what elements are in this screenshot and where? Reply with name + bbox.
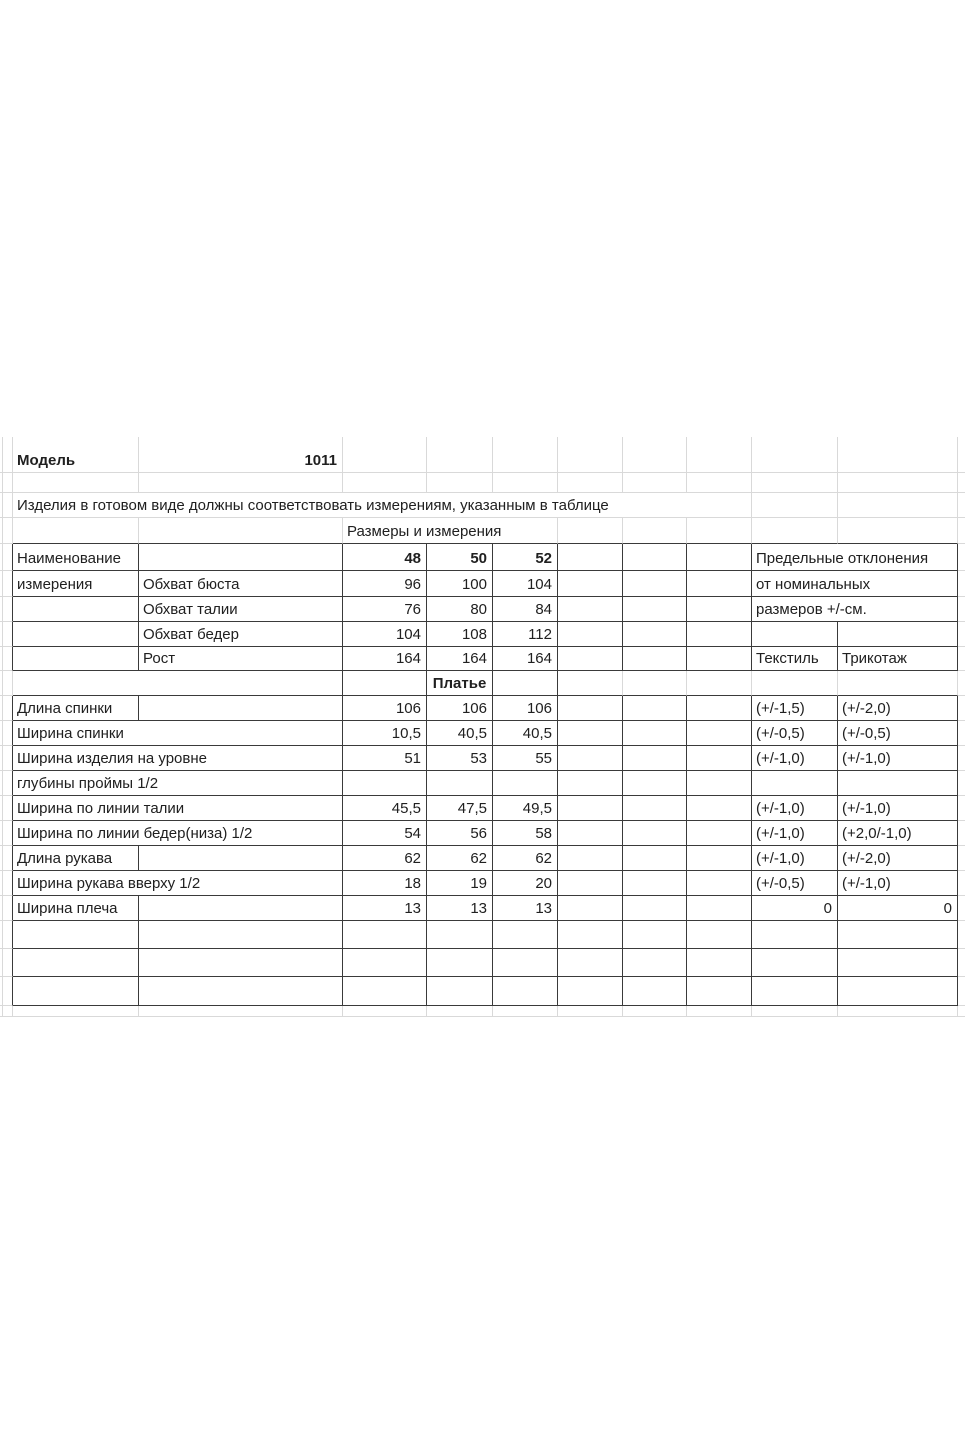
grid-cell (493, 1006, 558, 1017)
cell-tolerance-knitwear: (+/-1,0) (838, 796, 958, 821)
cell-tolerance-textile: (+/-1,0) (752, 846, 838, 871)
grid-cell (3, 473, 13, 493)
grid-cell (958, 696, 965, 721)
empty-cell (343, 921, 427, 949)
grid-cell (3, 721, 13, 746)
cell-value-48: 13 (343, 896, 427, 921)
empty-cell (752, 473, 838, 493)
empty-cell (139, 696, 343, 721)
header-name-line1: Наименование (13, 544, 139, 571)
empty-cell (623, 746, 687, 771)
grid-cell (3, 597, 13, 622)
empty-cell (687, 796, 752, 821)
row-model (0, 443, 965, 473)
empty-cell (427, 977, 493, 1006)
cell-tolerance-textile: (+/-1,0) (752, 821, 838, 846)
row-empty-bordered (0, 921, 965, 949)
cell-value-52: 104 (493, 571, 558, 597)
row-measurement (0, 771, 965, 796)
empty-cell (623, 846, 687, 871)
empty-cell (427, 949, 493, 977)
row-empty (0, 473, 965, 493)
empty-cell (558, 671, 623, 696)
measurement-label: Обхват бедер (139, 622, 343, 647)
row-waist (0, 597, 965, 622)
grid-cell (838, 1006, 958, 1017)
grid-cell (558, 1006, 623, 1017)
row-measurement (0, 821, 965, 846)
grid-cell (3, 871, 13, 896)
cell-value-52: 62 (493, 846, 558, 871)
empty-cell (493, 671, 558, 696)
grid-cell (958, 473, 965, 493)
measurement-label: Ширина изделия на уровне (13, 746, 343, 771)
cell-value-48: 76 (343, 597, 427, 622)
empty-cell (493, 473, 558, 493)
cell-value-50: 47,5 (427, 796, 493, 821)
cell-tolerance-knitwear: (+/-2,0) (838, 846, 958, 871)
empty-cell (687, 671, 752, 696)
grid-cell (3, 696, 13, 721)
empty-cell (13, 671, 343, 696)
empty-cell (623, 473, 687, 493)
empty-cell (623, 771, 687, 796)
cell-value-50: 108 (427, 622, 493, 647)
empty-cell (838, 518, 958, 544)
grid-cell (3, 771, 13, 796)
empty-cell (623, 821, 687, 846)
section-title: Платье (427, 671, 493, 696)
grid-cell (958, 571, 965, 597)
cell-value-48: 106 (343, 696, 427, 721)
empty-cell (558, 473, 623, 493)
cell-tolerance-textile: (+/-1,5) (752, 696, 838, 721)
cell-tolerance-textile: (+/-1,0) (752, 746, 838, 771)
empty-cell (558, 696, 623, 721)
grid-cell (958, 921, 965, 949)
row-measurement (0, 696, 965, 721)
row-hips (0, 622, 965, 647)
row-measurement (0, 896, 965, 921)
empty-cell (623, 921, 687, 949)
grid-cell (3, 977, 13, 1006)
cell-tolerance-knitwear: (+/-1,0) (838, 746, 958, 771)
grid-cell (3, 493, 13, 518)
cell-value-48: 45,5 (343, 796, 427, 821)
grid-cell (3, 821, 13, 846)
cell-value-50: 53 (427, 746, 493, 771)
empty-cell (558, 846, 623, 871)
empty-cell (558, 443, 623, 473)
empty-cell (623, 977, 687, 1006)
cell-tolerance-textile: 0 (752, 896, 838, 921)
tolerance-header-line3: размеров +/-см. (752, 597, 958, 622)
cell-tolerance-knitwear: (+/-2,0) (838, 696, 958, 721)
grid-cell (958, 544, 965, 571)
grid-cell (3, 896, 13, 921)
cell-value-52 (493, 771, 558, 796)
row-measurement (0, 796, 965, 821)
empty-cell (558, 871, 623, 896)
note-text: Изделия в готовом виде должны соответствовать измерениям, указанным в таблице (13, 493, 752, 518)
empty-cell (427, 443, 493, 473)
grid-cell (687, 1006, 752, 1017)
measurement-label: Длина спинки (13, 696, 139, 721)
empty-cell (558, 771, 623, 796)
cell-value-50: 40,5 (427, 721, 493, 746)
grid-cell (343, 1006, 427, 1017)
empty-cell (623, 647, 687, 671)
cell-value-50: 100 (427, 571, 493, 597)
empty-cell (558, 796, 623, 821)
empty-cell (687, 696, 752, 721)
empty-cell (13, 597, 139, 622)
empty-cell (558, 721, 623, 746)
cell-value-52: 40,5 (493, 721, 558, 746)
empty-cell (623, 571, 687, 597)
empty-cell (343, 977, 427, 1006)
cell-value-48: 164 (343, 647, 427, 671)
row-empty-bordered (0, 977, 965, 1006)
empty-cell (752, 518, 838, 544)
empty-cell (623, 597, 687, 622)
row-section-title (0, 671, 965, 696)
row-measurement (0, 871, 965, 896)
row-bust (0, 571, 965, 597)
grid-cell (3, 949, 13, 977)
empty-cell (687, 921, 752, 949)
empty-cell (558, 597, 623, 622)
empty-cell (558, 622, 623, 647)
empty-cell (752, 622, 838, 647)
grid-cell (958, 493, 965, 518)
cell-value-52: 58 (493, 821, 558, 846)
empty-cell (343, 671, 427, 696)
empty-cell (623, 796, 687, 821)
cell-value-50: 80 (427, 597, 493, 622)
grid-cell (958, 1006, 965, 1017)
size-col-header-48: 48 (343, 544, 427, 571)
grid-cell (752, 1006, 838, 1017)
empty-cell (687, 896, 752, 921)
empty-cell (623, 671, 687, 696)
empty-cell (13, 622, 139, 647)
cell-value-48 (343, 771, 427, 796)
empty-cell (838, 443, 958, 473)
cell-tolerance-textile: (+/-0,5) (752, 871, 838, 896)
empty-cell (752, 671, 838, 696)
empty-cell (687, 821, 752, 846)
empty-cell (687, 647, 752, 671)
grid-cell (958, 671, 965, 696)
empty-cell (838, 977, 958, 1006)
grid-cell (958, 721, 965, 746)
cell-value-52: 49,5 (493, 796, 558, 821)
empty-cell (13, 647, 139, 671)
grid-cell (958, 518, 965, 544)
row-note (0, 493, 965, 518)
grid-cell (3, 746, 13, 771)
cell-value-48: 18 (343, 871, 427, 896)
empty-cell (493, 921, 558, 949)
empty-cell (427, 921, 493, 949)
empty-cell (687, 597, 752, 622)
grid-cell (13, 1006, 139, 1017)
size-col-header-52: 52 (493, 544, 558, 571)
size-chart-sheet (0, 437, 965, 1017)
row-measurement (0, 721, 965, 746)
grid-cell (958, 647, 965, 671)
cell-value-50: 106 (427, 696, 493, 721)
empty-cell (558, 544, 623, 571)
cell-tolerance-textile (752, 771, 838, 796)
empty-cell (343, 443, 427, 473)
empty-cell (13, 949, 139, 977)
cell-tolerance-knitwear: (+/-1,0) (838, 871, 958, 896)
empty-cell (623, 949, 687, 977)
empty-cell (752, 977, 838, 1006)
grid-cell (958, 771, 965, 796)
empty-cell (687, 443, 752, 473)
measurement-label: Рост (139, 647, 343, 671)
row-measurement (0, 846, 965, 871)
empty-cell (623, 443, 687, 473)
cell-tolerance-knitwear: (+2,0/-1,0) (838, 821, 958, 846)
measurement-label: Ширина рукава вверху 1/2 (13, 871, 343, 896)
grid-cell (3, 571, 13, 597)
tolerance-header-line1: Предельные отклонения (752, 544, 958, 571)
measurement-label: Ширина по линии талии (13, 796, 343, 821)
grid-cell (958, 746, 965, 771)
cell-value-52: 106 (493, 696, 558, 721)
empty-cell (493, 977, 558, 1006)
empty-cell (687, 949, 752, 977)
row-empty-bordered (0, 949, 965, 977)
tolerance-header-line2: от номинальных (752, 571, 958, 597)
empty-cell (838, 671, 958, 696)
empty-cell (558, 949, 623, 977)
cell-tolerance-knitwear: (+/-0,5) (838, 721, 958, 746)
grid-cell (3, 622, 13, 647)
cell-value-48: 51 (343, 746, 427, 771)
empty-cell (687, 977, 752, 1006)
empty-cell (558, 647, 623, 671)
knitwear-col-header: Трикотаж (838, 647, 958, 671)
empty-cell (139, 949, 343, 977)
cell-value-50: 56 (427, 821, 493, 846)
grid-cell (3, 921, 13, 949)
grid-stub-row (0, 1006, 965, 1017)
empty-cell (687, 771, 752, 796)
size-col-header-50: 50 (427, 544, 493, 571)
grid-cell (958, 896, 965, 921)
cell-model-value: 1011 (139, 443, 343, 473)
grid-cell (958, 949, 965, 977)
measurement-label: Ширина спинки (13, 721, 343, 746)
measurement-label: Обхват талии (139, 597, 343, 622)
header-name-line2: измерения (13, 571, 139, 597)
measurement-label: Длина рукава (13, 846, 139, 871)
cell-value-48: 10,5 (343, 721, 427, 746)
empty-cell (752, 949, 838, 977)
row-subtitle (0, 518, 965, 544)
empty-cell (558, 896, 623, 921)
cell-tolerance-knitwear (838, 771, 958, 796)
cell-tolerance-textile: (+/-0,5) (752, 721, 838, 746)
grid-cell (3, 647, 13, 671)
cell-value-52: 164 (493, 647, 558, 671)
grid-cell (958, 443, 965, 473)
row-table-header (0, 544, 965, 571)
empty-cell (13, 518, 139, 544)
empty-cell (623, 518, 687, 544)
cell-value-48: 96 (343, 571, 427, 597)
row-height (0, 647, 965, 671)
grid-cell (958, 796, 965, 821)
empty-cell (343, 949, 427, 977)
empty-cell (623, 544, 687, 571)
grid-cell (3, 846, 13, 871)
empty-cell (752, 921, 838, 949)
empty-cell (139, 921, 343, 949)
empty-cell (623, 696, 687, 721)
grid-cell (3, 1006, 13, 1017)
grid-cell (3, 796, 13, 821)
cell-value-52: 13 (493, 896, 558, 921)
grid-cell (3, 671, 13, 696)
measurement-label: Обхват бюста (139, 571, 343, 597)
cell-value-52: 55 (493, 746, 558, 771)
empty-cell (687, 721, 752, 746)
empty-cell (13, 977, 139, 1006)
empty-cell (687, 746, 752, 771)
grid-cell (3, 544, 13, 571)
empty-cell (493, 443, 558, 473)
grid-cell (958, 846, 965, 871)
empty-cell (687, 544, 752, 571)
cell-value-50: 164 (427, 647, 493, 671)
empty-cell (13, 921, 139, 949)
empty-cell (139, 846, 343, 871)
empty-cell (752, 493, 838, 518)
empty-cell (623, 721, 687, 746)
grid-cell (958, 622, 965, 647)
empty-cell (139, 977, 343, 1006)
cell-value-50: 13 (427, 896, 493, 921)
cell-value-52: 20 (493, 871, 558, 896)
empty-cell (623, 896, 687, 921)
empty-cell (558, 977, 623, 1006)
empty-cell (343, 473, 427, 493)
cell-value-50: 62 (427, 846, 493, 871)
subtitle-text: Размеры и измерения (343, 518, 558, 544)
cell-value-52: 112 (493, 622, 558, 647)
empty-cell (752, 443, 838, 473)
empty-cell (558, 921, 623, 949)
empty-cell (687, 571, 752, 597)
grid-cell (3, 443, 13, 473)
empty-cell (427, 473, 493, 493)
cell-tolerance-textile: (+/-1,0) (752, 796, 838, 821)
textile-col-header: Текстиль (752, 647, 838, 671)
grid-cell (427, 1006, 493, 1017)
empty-cell (838, 622, 958, 647)
cell-value-52: 84 (493, 597, 558, 622)
empty-cell (623, 871, 687, 896)
empty-cell (838, 473, 958, 493)
empty-cell (558, 821, 623, 846)
measurement-label: Ширина плеча (13, 896, 139, 921)
grid-cell (3, 518, 13, 544)
grid-cell (958, 821, 965, 846)
empty-cell (139, 896, 343, 921)
cell-value-48: 104 (343, 622, 427, 647)
cell-value-48: 54 (343, 821, 427, 846)
empty-cell (493, 949, 558, 977)
empty-cell (558, 746, 623, 771)
empty-cell (139, 473, 343, 493)
grid-cell (958, 871, 965, 896)
cell-value-50 (427, 771, 493, 796)
empty-cell (139, 518, 343, 544)
grid-cell (139, 1006, 343, 1017)
measurement-label: глубины проймы 1/2 (13, 771, 343, 796)
empty-cell (139, 544, 343, 571)
empty-cell (838, 949, 958, 977)
empty-cell (623, 622, 687, 647)
empty-cell (687, 622, 752, 647)
empty-cell (838, 493, 958, 518)
empty-cell (687, 871, 752, 896)
cell-tolerance-knitwear: 0 (838, 896, 958, 921)
empty-cell (687, 473, 752, 493)
cell-value-48: 62 (343, 846, 427, 871)
grid-cell (623, 1006, 687, 1017)
empty-cell (838, 921, 958, 949)
empty-cell (558, 518, 623, 544)
grid-cell (958, 597, 965, 622)
empty-cell (687, 846, 752, 871)
empty-cell (558, 571, 623, 597)
cell-model-label: Модель (13, 443, 139, 473)
empty-cell (13, 473, 139, 493)
measurement-label: Ширина по линии бедер(низа) 1/2 (13, 821, 343, 846)
cell-value-50: 19 (427, 871, 493, 896)
grid-cell (958, 977, 965, 1006)
row-measurement (0, 746, 965, 771)
empty-cell (687, 518, 752, 544)
